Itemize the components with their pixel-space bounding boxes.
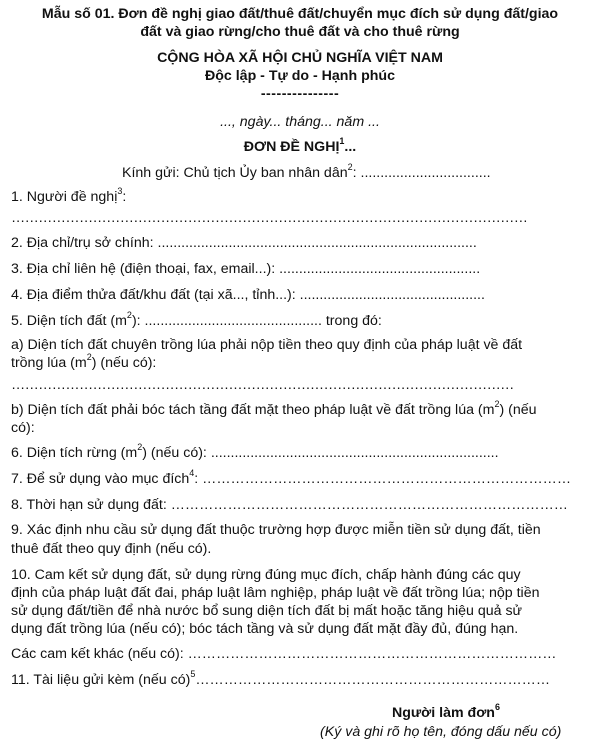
- topsoil-tail: ) (nếu: [499, 402, 537, 418]
- commitment-line-3: sử dụng đất/tiền để nhà nước bổ sung diện tích đất bị mất hoặc tăng hiệu quả sử: [11, 603, 523, 619]
- topsoil-label: b) Diện tích đất phải bóc tách tầng đất mặt theo pháp luật về đất trồng lúa (m: [11, 402, 495, 418]
- document-title-tail: ...: [344, 139, 357, 155]
- header-divider: ---------------: [260, 86, 340, 102]
- document-title-text: ĐƠN ĐỀ NGHỊ: [243, 139, 340, 155]
- commitment-line-4: dụng đất trồng lúa (nếu có); bóc tách tầng và sử dụng đất mặt đầy đủ, đúng hạn.: [11, 621, 519, 637]
- commitment-line-2: định của pháp luật đất đai, pháp luật lâm nghiệp, pháp luật về đất trồng lúa; nộp tiền: [11, 585, 540, 601]
- country-name: CỘNG HÒA XÃ HỘI CHỦ NGHĨA VIỆT NAM: [157, 50, 443, 66]
- usage-purpose-field[interactable]: [11, 468, 572, 488]
- usage-purpose-label: 7. Để sử dụng vào mục đích: [11, 471, 190, 487]
- usage-purpose-value[interactable]: : ……………………………………………………………………: [194, 471, 572, 487]
- recipient-label: Kính gửi: Chủ tịch Ủy ban nhân dân: [122, 165, 348, 181]
- other-commitments-field[interactable]: Các cam kết khác (nếu có): ……………………………………………………………………: [11, 646, 557, 662]
- exemption-line-2: thuê đất theo quy định (nếu có).: [11, 541, 212, 557]
- rice-land-line-2: [11, 352, 157, 372]
- exemption-line-1: 9. Xác định nhu cầu sử dụng đất thuộc trường hợp được miễn tiền sử dụng đất, tiền: [11, 522, 541, 538]
- forest-area-value[interactable]: ) (nếu có): .........................................................................: [142, 445, 499, 461]
- superscript-2: 2: [126, 310, 132, 321]
- applicant-colon: :: [122, 189, 127, 205]
- superscript-2: 2: [86, 352, 92, 363]
- footnote-ref-5: 5: [190, 669, 196, 680]
- signature-label: Người làm đơn: [392, 705, 495, 721]
- footnote-ref-6: 6: [494, 702, 500, 713]
- document-title: [0, 136, 600, 156]
- topsoil-line-1: [11, 399, 537, 419]
- main-address-field[interactable]: 2. Địa chỉ/trụ sở chính: .................................................................................: [11, 235, 477, 251]
- footnote-ref-2: 2: [347, 162, 353, 173]
- land-area-label: 5. Diện tích đất (m: [11, 313, 127, 329]
- commitment-line-1: 10. Cam kết sử dụng đất, sử dụng rừng đúng mục đích, chấp hành đúng các quy: [11, 567, 521, 583]
- form-title-line-1: Mẫu số 01. Đơn đề nghị giao đất/thuê đất/chuyển mục đích sử dụng đất/giao: [41, 6, 559, 22]
- national-motto: Độc lập - Tự do - Hạnh phúc: [205, 68, 395, 84]
- applicant-field[interactable]: ……………………………………………………………………………………………………: [11, 210, 528, 226]
- signature-note: (Ký và ghi rõ họ tên, đóng dấu nếu có): [320, 724, 562, 740]
- land-area-field[interactable]: [11, 310, 382, 330]
- forest-area-label: 6. Diện tích rừng (m: [11, 445, 138, 461]
- attachments-field[interactable]: [11, 669, 551, 689]
- land-location-field[interactable]: 4. Địa điểm thửa đất/khu đất (tại xã..., tỉnh...): ...............................................: [11, 287, 485, 303]
- date-line: ..., ngày... tháng... năm ...: [220, 114, 380, 130]
- applicant-label-line: [11, 186, 127, 206]
- signature-title: [392, 702, 500, 722]
- usage-term-field[interactable]: 8. Thời hạn sử dụng đất: …………………………………………………………………………: [11, 497, 568, 513]
- form-title-line-2: đất và giao rừng/cho thuê đất và cho thuê rừng: [140, 24, 460, 40]
- rice-land-line-1: a) Diện tích đất chuyên trồng lúa phải nộp tiền theo quy định của pháp luật về đất: [11, 337, 523, 353]
- footnote-ref-4: 4: [189, 468, 195, 479]
- contact-address-field[interactable]: 3. Địa chỉ liên hệ (điện thoại, fax, email...): ...................................................: [11, 261, 481, 277]
- recipient-line: [122, 162, 491, 182]
- attachments-label: 11. Tài liệu gửi kèm (nếu có): [11, 672, 191, 688]
- footnote-ref-3: 3: [117, 186, 123, 197]
- superscript-2: 2: [137, 442, 143, 453]
- rice-land-label: trồng lúa (m: [11, 355, 87, 371]
- rice-land-field[interactable]: …………………………………………………………………………………………………: [11, 377, 514, 393]
- attachments-value[interactable]: …………………………………………………………………: [195, 672, 551, 688]
- topsoil-line-2[interactable]: có):: [11, 420, 35, 436]
- applicant-label: 1. Người đề nghị: [11, 189, 118, 205]
- rice-land-tail: ) (nếu có):: [91, 355, 157, 371]
- footnote-ref-1: 1: [339, 136, 345, 147]
- land-area-value[interactable]: ): ............................................. trong đó:: [131, 313, 382, 329]
- superscript-2: 2: [494, 399, 500, 410]
- recipient-field[interactable]: : .................................: [352, 165, 491, 181]
- forest-area-field[interactable]: [11, 442, 499, 462]
